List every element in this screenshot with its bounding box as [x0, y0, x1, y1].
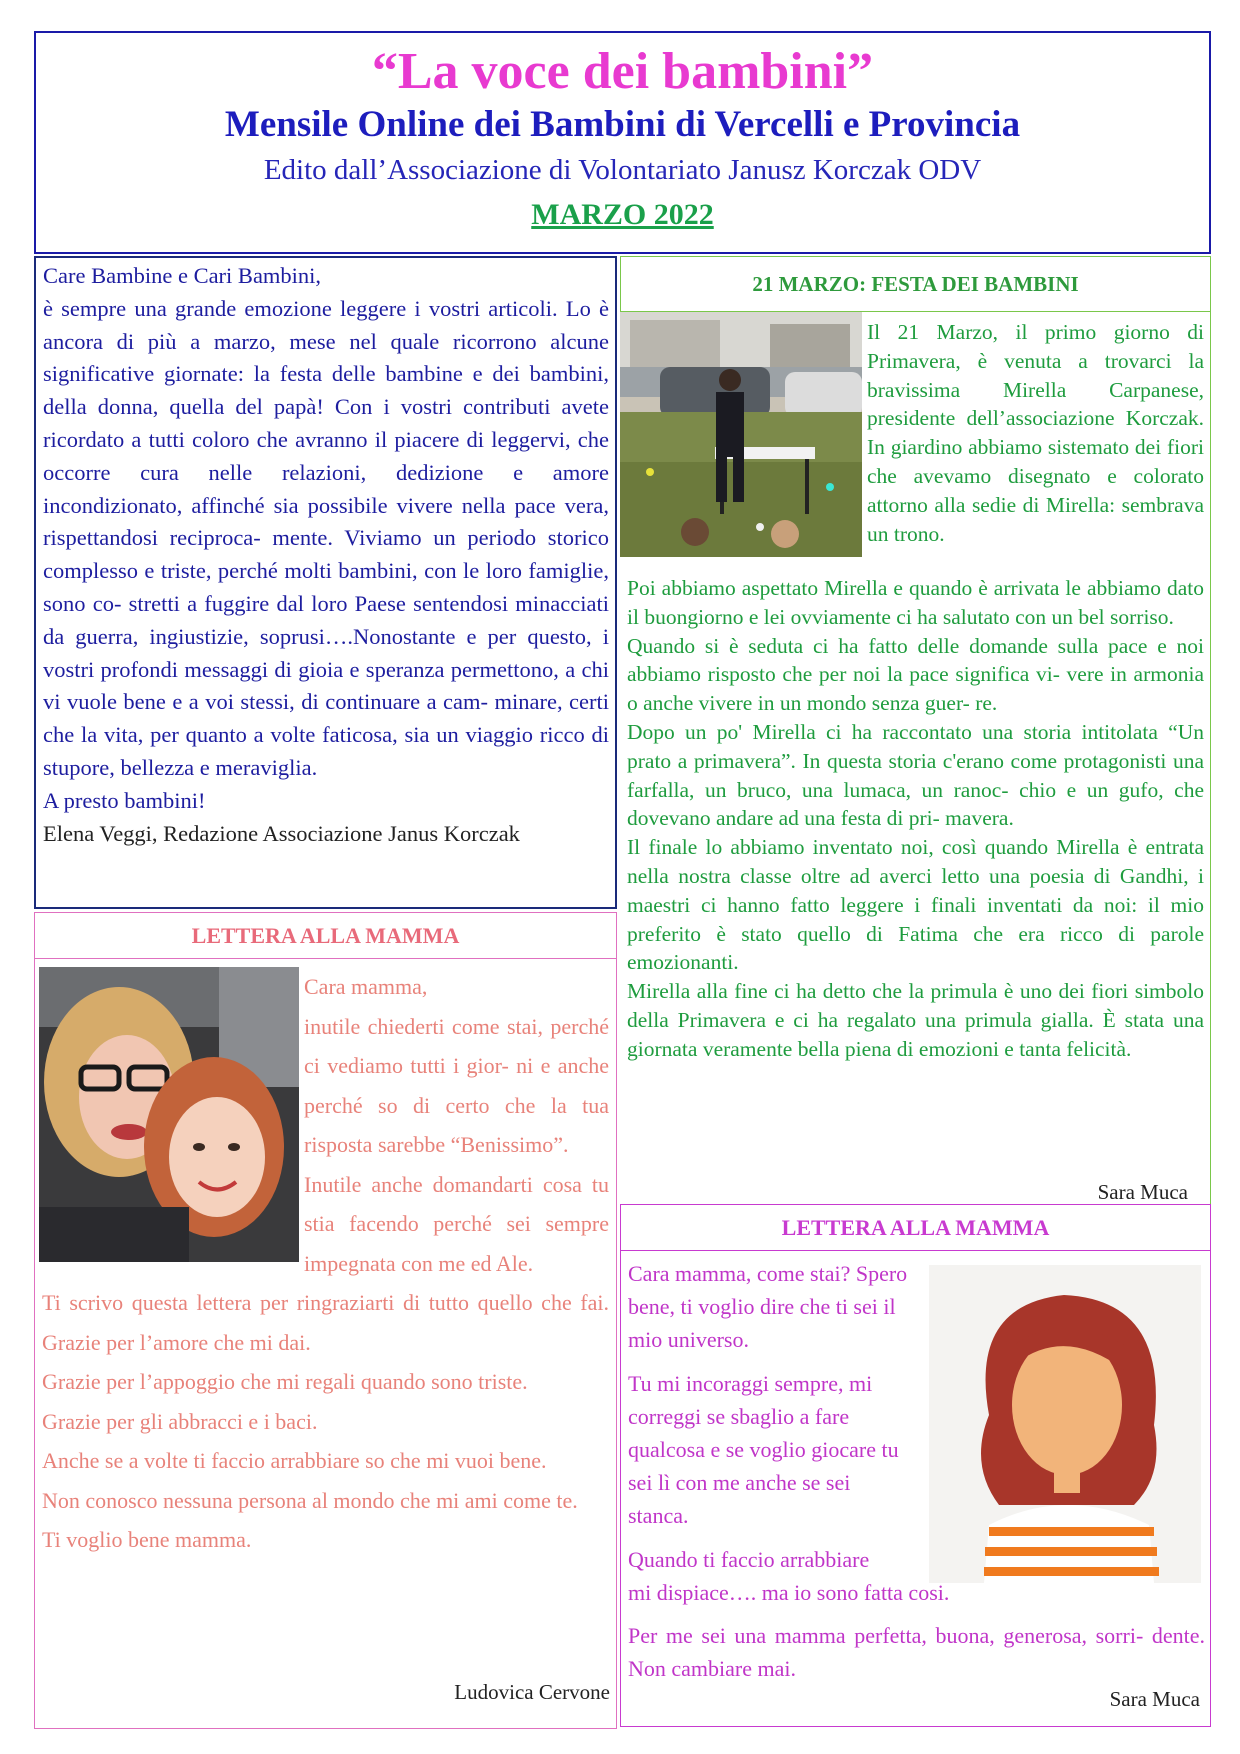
letter-left-paragraph: Anche se a volte ti faccio arrabbiare so che mi vuoi bene. — [42, 1448, 547, 1473]
letter-left-paragraph: Non conosco nessuna persona al mondo che mi ami come te. — [42, 1487, 578, 1513]
letter-right-line: mi dispiace…. ma io sono fatta cosi. — [628, 1579, 950, 1605]
letter-left-paragraph: Inutile anche domandarti cosa tu stia facendo perché sei sempre impegnata con me ed Ale. — [304, 1171, 609, 1276]
letter-left-paragraph: Grazie per l’appoggio che mi regali quando sono triste. — [42, 1369, 528, 1394]
festa-side-text: Il 21 Marzo, il primo giorno di Primavera, è venuta a trovarci la bravissima Mirella Carpanese, presidente dell’associazione Korczak. In giardino abbiamo sistemato dei fiori che avevamo disegnato e colorato attorno alla sedie di Mirella: sembrava un trono. — [867, 320, 1204, 546]
letter-left-paragraph: Ti voglio bene mamma. — [42, 1527, 252, 1552]
editorial-greeting: Care Bambine e Cari Bambini, — [43, 263, 322, 288]
letter-right-text — [628, 1257, 1205, 1695]
letter-right-line: Quando ti faccio arrabbiare — [628, 1546, 870, 1572]
letter-left-paragraph: Grazie per gli abbracci e i baci. — [42, 1408, 318, 1434]
editorial-signature: Elena Veggi, Redazione Associazione Janus Korczak — [43, 820, 520, 846]
letter-left-heading: LETTERA ALLA MAMMA — [34, 912, 617, 959]
letter-right-article — [620, 1251, 1211, 1727]
letter-right-paragraph: Per me sei una mamma perfetta, buona, generosa, sorri- dente. Non cambiare mai. — [628, 1623, 1205, 1682]
letter-left-text — [42, 967, 609, 1560]
letter-left-paragraph: Ti scrivo questa lettera per ringraziarti di tutto quello che fai. Grazie per l’amore che mi dai. — [42, 1290, 609, 1355]
festa-author: Sara Muca — [1097, 1180, 1188, 1204]
editorial-box — [34, 256, 617, 909]
letter-right-paragraph: Tu mi incoraggi sempre, mi correggi se sbaglio a fare qualcosa e se voglio giocare tu sei lì con me anche se sei stanca. — [628, 1370, 899, 1529]
newsletter-title: “La voce dei bambini” — [371, 43, 874, 100]
photo-ceremony-garden — [620, 312, 862, 557]
festa-body — [627, 574, 1204, 1064]
letter-left-article — [34, 959, 617, 1729]
letter-right-paragraph: Cara mamma, come stai? Spero bene, ti voglio dire che ti sei il mio universo. — [628, 1261, 908, 1353]
festa-paragraph: Il finale lo abbiamo inventato noi, così quando Mirella è entrata nella nostra classe oltre ad averci letto una poesia di Gandhi, i maestri ci hanno fatto leggere i finali inventati da noi: il mio preferito è stato quello di Fatima che era ricco di parole emozionanti. — [627, 835, 1204, 975]
publisher-line: Edito dall’Associazione di Volontariato Janusz Korczak ODV — [263, 154, 982, 186]
newsletter-subtitle: Mensile Online dei Bambini di Vercelli e Provincia — [224, 104, 1021, 145]
letter-left-paragraph: inutile chiederti come stai, perché ci vediamo tutti i gior- ni e anche perché so di certo che la tua risposta sarebbe “Benissimo”. — [304, 1013, 609, 1157]
editorial-body: è sempre una grande emozione leggere i vostri articoli. Lo è ancora di più a marzo, mese nel quale ricorrono alcune significative giornate: la festa delle bambine e dei bambini, della donna, quella del papà! Con i vostri contributi avete ricordato a tutti coloro che avranno il piacere di leggervi, che occorre cura nelle relazioni, dedizione e amore incondizionato, affinché sia possibile vivere nella pace vera, rispettandosi reciproca- mente. Viviamo un periodo storico complesso e triste, perché molti bambini, con le loro famiglie, sono co- stretti a fuggire dal loro Paese sentendosi minacciati da guerra, ingiustizie, soprusi….Nonostante e per questo, i vostri profondi messaggi di gioia e speranza permettono, a chi vi vuole bene e a voi stessi, di continuare a cam- minare, certi che la vita, per quanto a volte faticosa, sia un viaggio ricco di stupore, bellezza e meraviglia. — [43, 295, 609, 780]
letter-left-author: Ludovica Cervone — [454, 1680, 610, 1704]
festa-paragraph: Quando si è seduta ci ha fatto delle domande sulla pace e noi abbiamo risposto che per noi la pace significa vi- vere in armonia o anche vivere in un mondo senza guer- re. — [627, 633, 1204, 716]
festa-paragraph: Mirella alla fine ci ha detto che la primula è uno dei fiori simbolo della Primavera e ci ha regalato una primula gialla. È stata una giornata veramente bella piena di emozioni e tanta felicità. — [627, 979, 1204, 1061]
masthead — [34, 31, 1211, 254]
festa-paragraph: Dopo un po' Mirella ci ha raccontato una storia intitolata “Un prato a primavera”. In questa storia c'erano come protagonisti una farfalla, un bruco, una lumaca, un ranoc- chio e un gufo, che dovevano andare ad una festa di pri- mavera. — [627, 719, 1204, 831]
letter-left-paragraph: Cara mamma, — [304, 974, 428, 999]
letter-right-heading: LETTERA ALLA MAMMA — [620, 1204, 1211, 1251]
issue-date: MARZO 2022 — [531, 198, 714, 231]
festa-heading: 21 MARZO: FESTA DEI BAMBINI — [620, 256, 1211, 312]
editorial-closing: A presto bambini! — [43, 787, 206, 813]
festa-paragraph: Poi abbiamo aspettato Mirella e quando è arrivata le abbiamo dato il buongiorno e lei ovviamente ci ha salutato con un bel sorriso. — [627, 576, 1204, 629]
letter-right-paragraph — [628, 1543, 1205, 1609]
letter-right-author: Sara Muca — [1109, 1687, 1200, 1711]
festa-article — [620, 312, 1211, 1204]
